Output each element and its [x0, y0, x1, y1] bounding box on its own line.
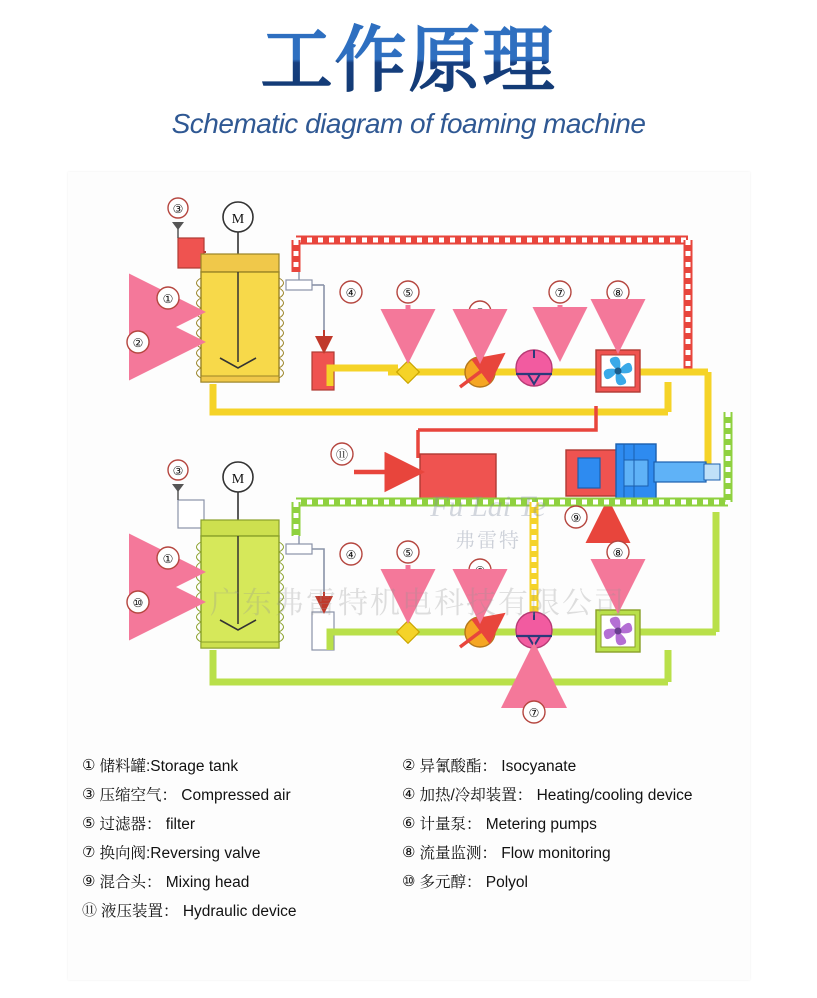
legend-item-8: [402, 841, 742, 863]
legend-item-9: [82, 870, 402, 892]
page-title: 工作原理: [0, 18, 817, 104]
legend-label: 异氰酸酯： Isocyanate: [419, 757, 577, 775]
legend-num: ⑪: [82, 902, 98, 919]
legend-item-7: [82, 841, 402, 863]
filter-bottom: [397, 621, 420, 644]
legend-item-6: [402, 812, 742, 834]
svg-text:⑦: ⑦: [528, 706, 540, 720]
svg-text:④: ④: [345, 286, 357, 300]
svg-text:⑤: ⑤: [402, 546, 414, 560]
legend-item-11: [82, 899, 402, 921]
svg-text:①: ①: [162, 552, 174, 566]
legend-label: 过滤器： filter: [99, 815, 196, 833]
legend-row: [82, 866, 742, 895]
svg-text:⑩: ⑩: [132, 596, 144, 610]
svg-text:⑧: ⑧: [612, 546, 624, 560]
storage-tank-top: [201, 272, 279, 382]
svg-text:⑪: ⑪: [335, 448, 349, 462]
legend-label: 换向阀:Reversing valve: [99, 844, 261, 862]
legend: [82, 750, 742, 924]
legend-num: ④: [402, 785, 416, 803]
legend-row: [82, 779, 742, 808]
flow-monitoring-bottom: [596, 610, 640, 652]
svg-text:⑤: ⑤: [402, 286, 414, 300]
svg-text:②: ②: [132, 336, 144, 350]
reversing-valve-bottom: [516, 612, 552, 648]
watermark-company: 广东弗雷特机电科技有限公司: [210, 587, 626, 620]
metering-pump-bottom: [460, 617, 500, 647]
legend-item-1: [82, 754, 402, 776]
svg-text:⑥: ⑥: [474, 564, 486, 578]
legend-num: ①: [82, 756, 96, 774]
legend-label: 液压装置： Hydraulic device: [101, 902, 297, 920]
svg-text:M: M: [231, 472, 245, 487]
svg-text:③: ③: [172, 464, 184, 478]
legend-item-2: [402, 754, 742, 776]
legend-row: [82, 750, 742, 779]
legend-row: [82, 895, 742, 924]
filter-top: [397, 361, 420, 384]
svg-text:④: ④: [345, 548, 357, 562]
legend-label: 计量泵： Metering pumps: [419, 815, 597, 833]
flow-monitoring-top: [596, 350, 640, 392]
page-header: [0, 0, 817, 170]
watermark-logo-cn: 弗雷特: [455, 530, 521, 552]
svg-text:⑦: ⑦: [554, 286, 566, 300]
legend-label: 加热/冷却装置： Heating/cooling device: [419, 786, 693, 804]
mixing-head: [566, 444, 720, 502]
legend-num: ⑤: [82, 814, 96, 832]
storage-tank-top-lid: [201, 254, 279, 272]
svg-text:⑨: ⑨: [570, 511, 582, 525]
legend-num: ⑥: [402, 814, 416, 832]
page-subtitle: Schematic diagram of foaming machine: [171, 108, 646, 139]
storage-tank-bottom-lid: [201, 520, 279, 536]
legend-item-4: [402, 783, 742, 805]
svg-text:⑥: ⑥: [474, 306, 486, 320]
foaming-machine-schematic: [68, 172, 750, 732]
legend-label: 多元醇： Polyol: [419, 873, 528, 891]
legend-num: ⑧: [402, 843, 416, 861]
compressed-air-box-bottom: [178, 500, 204, 528]
legend-label: 流量监测： Flow monitoring: [419, 844, 611, 862]
legend-label: 压缩空气： Compressed air: [99, 786, 291, 804]
legend-num: ⑨: [82, 872, 96, 890]
legend-num: ②: [402, 756, 416, 774]
legend-num: ⑦: [82, 843, 96, 861]
legend-row: [82, 808, 742, 837]
svg-text:③: ③: [172, 202, 184, 216]
metering-pump-top: [460, 357, 500, 387]
legend-item-3: [82, 783, 402, 805]
legend-num: ⑩: [402, 872, 416, 890]
svg-text:⑧: ⑧: [612, 286, 624, 300]
legend-item-10: [402, 870, 742, 892]
yellow-pipe-to-filter: [330, 368, 398, 386]
diagram-panel: [68, 172, 750, 980]
reversing-valve-top: [516, 350, 552, 386]
svg-text:M: M: [231, 212, 245, 227]
svg-text:①: ①: [162, 292, 174, 306]
watermark-logo-latin: Fu Lai Te: [430, 490, 546, 523]
legend-label: 储料罐:Storage tank: [99, 757, 239, 775]
compressed-air-box-top: [178, 238, 204, 268]
legend-num: ③: [82, 785, 96, 803]
legend-label: 混合头： Mixing head: [99, 873, 250, 891]
legend-item-5: [82, 812, 402, 834]
hydraulic-device: [420, 454, 496, 500]
storage-tank-bottom: [201, 536, 279, 648]
legend-row: [82, 837, 742, 866]
green-pipe-bottom: [213, 512, 716, 682]
